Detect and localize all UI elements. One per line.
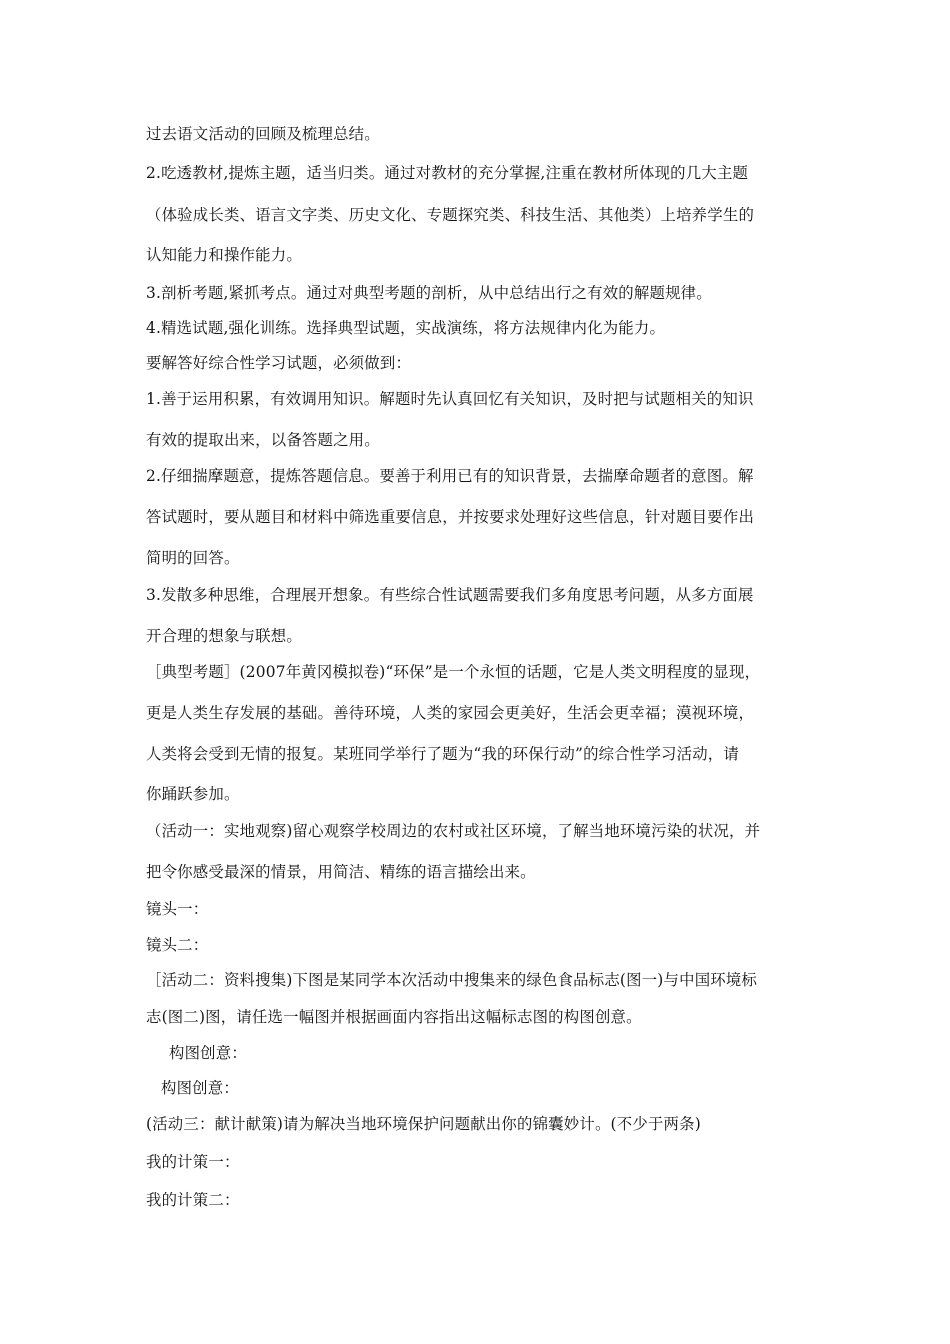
text-line: ［典型考题］(2007年黄冈模拟卷)“环保”是一个永恒的话题，它是人类文明程度的显现， bbox=[146, 663, 761, 681]
text-line: 构图创意： bbox=[169, 1044, 247, 1062]
text-line: 有效的提取出来，以备答题之用。 bbox=[146, 431, 380, 449]
text-line: 简明的回答。 bbox=[146, 549, 240, 567]
text-line: 开合理的想象与联想。 bbox=[146, 627, 302, 645]
text-line: 答试题时，要从题目和材料中筛选重要信息，并按要求处理好这些信息，针对题目要作出 bbox=[146, 508, 755, 526]
text-line: （体验成长类、语言文字类、历史文化、专题探究类、科技生活、其他类）上培养学生的 bbox=[146, 206, 755, 224]
text-line: 我的计策一： bbox=[146, 1153, 240, 1171]
text-line: ［活动二：资料搜集)下图是某同学本次活动中搜集来的绿色食品标志(图一)与中国环境标 bbox=[146, 971, 758, 989]
text-line: 志(图二)图，请任选一幅图并根据画面内容指出这幅标志图的构图创意。 bbox=[146, 1008, 642, 1026]
text-line: 2.仔细揣摩题意，提炼答题信息。要善于利用已有的知识背景，去揣摩命题者的意图。解 bbox=[146, 467, 754, 485]
text-line: 3.发散多种思维，合理展开想象。有些综合性试题需要我们多角度思考问题，从多方面展 bbox=[146, 586, 754, 604]
text-line: 更是人类生存发展的基础。善待环境，人类的家园会更美好，生活会更幸福；漠视环境， bbox=[146, 704, 755, 722]
text-line: 4.精选试题,强化训练。选择典型试题，实战演练，将方法规律内化为能力。 bbox=[146, 319, 666, 337]
text-line: 1.善于运用积累，有效调用知识。解题时先认真回忆有关知识，及时把与试题相关的知识 bbox=[146, 390, 754, 408]
text-line: (活动三：献计献策)请为解决当地环境保护问题献出你的锦囊妙计。(不少于两条) bbox=[146, 1115, 701, 1133]
text-line: 构图创意： bbox=[161, 1079, 239, 1097]
text-line: 人类将会受到无情的报复。某班同学举行了题为“我的环保行动”的综合性学习活动，请 bbox=[146, 745, 739, 763]
text-line: 你踊跃参加。 bbox=[146, 785, 240, 803]
text-line: 我的计策二： bbox=[146, 1191, 240, 1209]
text-line: 2.吃透教材,提炼主题，适当归类。通过对教材的充分掌握,注重在教材所体现的几大主题 bbox=[146, 164, 749, 182]
text-line: 过去语文活动的回顾及梳理总结。 bbox=[146, 125, 380, 143]
text-line: 要解答好综合性学习试题，必须做到： bbox=[146, 354, 412, 372]
text-line: 镜头一： bbox=[146, 900, 209, 918]
text-line: 镜头二： bbox=[146, 936, 209, 954]
text-line: 认知能力和操作能力。 bbox=[146, 246, 302, 264]
text-line: 把令你感受最深的情景，用简洁、精练的语言描绘出来。 bbox=[146, 863, 536, 881]
text-line: 3.剖析考题,紧抓考点。通过对典型考题的剖析，从中总结出行之有效的解题规律。 bbox=[146, 284, 712, 302]
text-line: （活动一：实地观察)留心观察学校周边的农村或社区环境，了解当地环境污染的状况，并 bbox=[146, 822, 761, 840]
